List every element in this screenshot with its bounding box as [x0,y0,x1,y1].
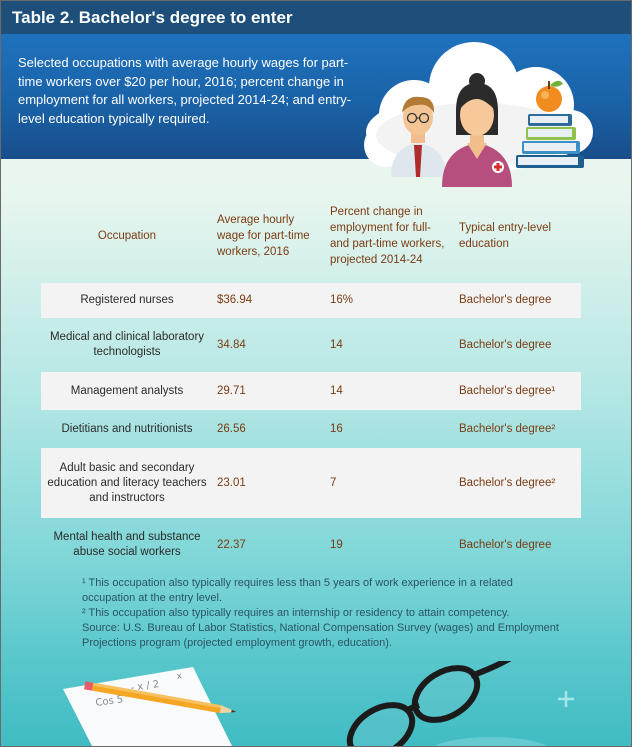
education-cell: Bachelor's degree² [459,422,556,435]
occupation-cell: Mental health and substance abuse social workers [53,531,201,558]
table-row [41,410,581,448]
svg-text:- x / 2: - x / 2 [129,679,160,694]
education-cell: Bachelor's degree² [459,476,556,489]
occupation-cell: Adult basic and secondary education and literacy teachers and instructors [47,461,207,504]
education-cell: Bachelor's degree [459,294,552,306]
workers-illustration [356,37,596,187]
change-cell: 14 [330,384,343,397]
footnote-1: ¹ This occupation also typically requires less than 5 years of work experience in a related occupation at the entry level. [82,577,513,604]
table-row [41,518,581,572]
svg-text:x: x [176,671,183,682]
svg-text:Cos 5: Cos 5 [94,694,125,709]
wage-cell: 23.01 [217,476,246,489]
source-note: Source: U.S. Bureau of Labor Statistics, National Compensation Survey (wages) and Employment Projections program (projected employment growth, education). [82,622,559,649]
wage-cell: 34.84 [217,338,246,351]
glasses-icon [341,661,521,747]
table-header-row [41,189,581,283]
occupations-table [41,189,581,572]
header-wage: Average hourly wage for part-time workers, 2016 [217,214,310,258]
change-cell: 16 [330,422,343,435]
change-cell: 7 [330,476,337,489]
change-cell: 14 [330,338,343,351]
education-cell: Bachelor's degree [459,538,552,551]
intro-text: Selected occupations with average hourly wages for part-time workers over $20 per hour, 2016; percent change in employment for all workers, projected 2014-24; and entry-level education typically required. [18,55,352,126]
table-row [41,372,581,410]
plus-icon [558,691,574,707]
occupation-cell: Management analysts [70,384,184,397]
header-occupation: Occupation [97,230,157,242]
footnote-2: ² This occupation also typically requires an internship or residency to attain competency. [82,607,510,619]
wage-cell: 22.37 [217,538,246,551]
wage-cell: 29.71 [217,384,246,397]
change-cell: 16% [330,294,354,306]
header-percent-change: Percent change in employment for full- and part-time workers, projected 2014-24 [330,206,445,266]
page-title: Table 2. Bachelor's degree to enter [1,1,631,34]
table-row [41,283,581,318]
footnotes [82,576,562,651]
wage-cell: 26.56 [217,422,246,435]
education-cell: Bachelor's degree [459,338,552,351]
intro-panel [1,34,631,159]
header-education: Typical entry-level education [459,222,552,250]
occupation-cell: Dietitians and nutritionists [61,422,193,435]
desk-illustration [1,661,631,747]
table-row [41,448,581,518]
change-cell: 19 [330,538,343,551]
education-cell: Bachelor's degree¹ [459,384,556,397]
wage-cell: $36.94 [217,294,253,306]
table-row [41,318,581,372]
occupation-cell: Medical and clinical laboratory technologists [49,331,205,358]
occupation-cell: Registered nurses [80,294,174,306]
